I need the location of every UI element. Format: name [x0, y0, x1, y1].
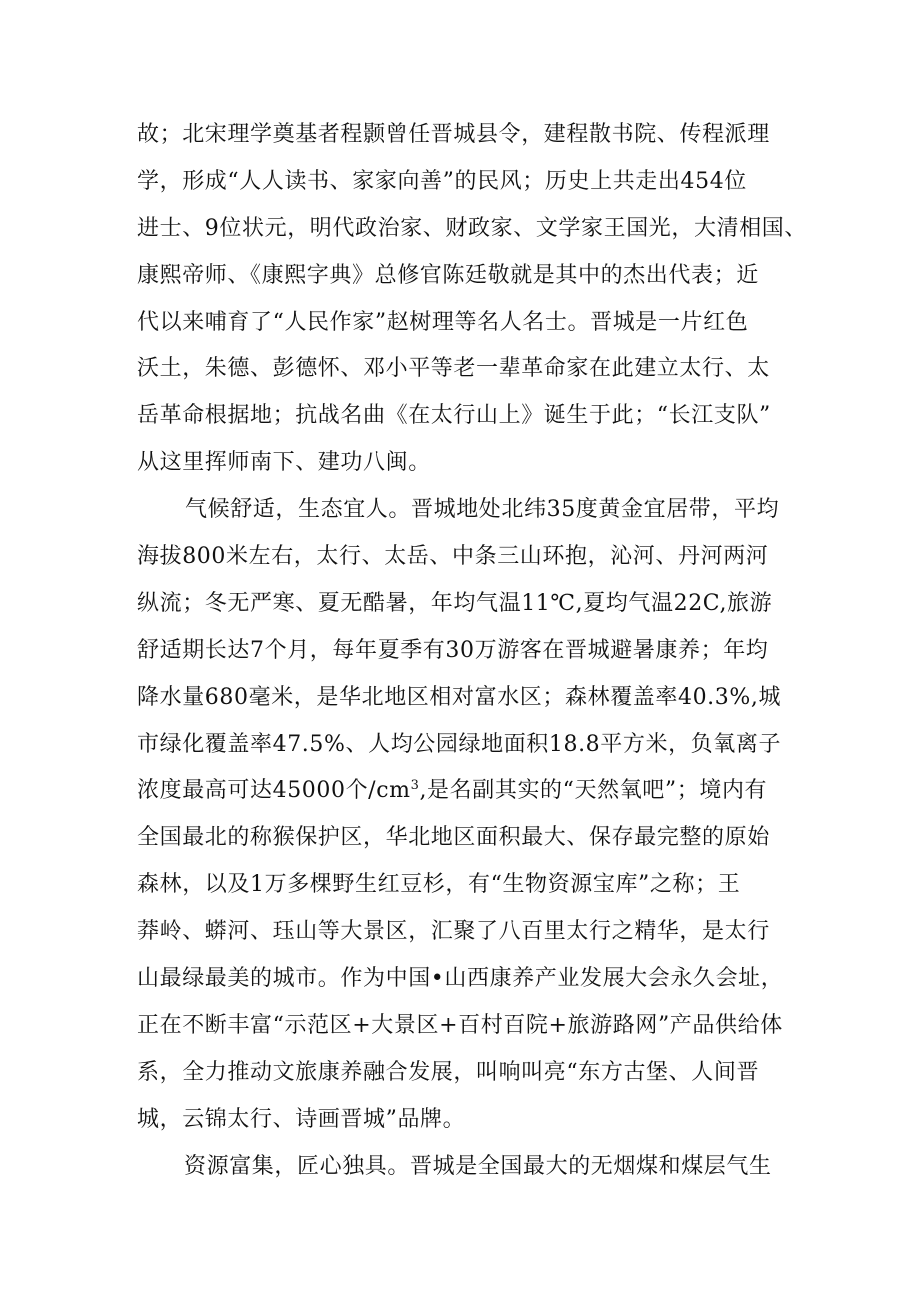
text-line: 学，形成“人人读书、家家向善”的民风；历史上共走出454位 — [137, 168, 747, 194]
text-line: 故；北宋理学奠基者程颢曾任晋城县令，建程散书院、传程派理 — [137, 122, 770, 147]
superscript: 3 — [410, 778, 420, 794]
text-line: 莽岭、蟒河、珏山等大景区，汇聚了八百里太行之精华，是太行 — [137, 919, 770, 945]
text-line: 沃土，朱德、彭德怀、邓小平等老一辈革命家在此建立太行、太 — [137, 356, 770, 382]
body-text — [137, 112, 837, 1190]
text-line: 山最绿最美的城市。作为中国•山西康养产业发展大会永久会址， — [137, 966, 784, 992]
text-line: 森林，以及1万多棵野生红豆杉，有“生物资源宝库”之称；王 — [137, 872, 741, 898]
text-segment: ,是名副其实的“天然氧吧”；境内有 — [419, 778, 768, 804]
text-line: 纵流；冬无严寒、夏无酷暑，年均气温11℃,夏均气温22C,旅游 — [137, 590, 773, 616]
text-line-with-superscript — [137, 768, 837, 815]
text-line: 系，全力推动文旅康养融合发展，叫响叫亮“东方古堡、人间晋 — [137, 1059, 760, 1085]
text-line: 舒适期长达7个月，每年夏季有30万游客在晋城避暑康养；年均 — [137, 637, 769, 663]
text-line: 城，云锦太行、诗画晋城”品牌。 — [137, 1106, 466, 1132]
text-line: 市绿化覆盖率47.5%、人均公园绿地面积18.8平方米，负氧离子 — [137, 731, 782, 757]
text-line: 岳革命根据地；抗战名曲《在太行山上》诞生于此；“长江支队” — [137, 403, 771, 429]
text-line: 海拔800米左右，太行、太岳、中条三山环抱，沁河、丹河两河 — [137, 544, 769, 570]
text-line: 全国最北的称猴保护区，华北地区面积最大、保存最完整的原始 — [137, 825, 770, 851]
text-segment: 浓度最高可达45000个/cm — [137, 778, 411, 804]
paragraph-start-line: 资源富集，匠心独具。晋城是全国最大的无烟煤和煤层气生 — [184, 1153, 772, 1179]
paragraph-start-line: 气候舒适，生态宜人。晋城地处北纬35度黄金宜居带，平均 — [185, 497, 780, 523]
text-line: 从这里挥师南下、建功八闽。 — [137, 450, 431, 476]
text-line: 康熙帝师、《康熙字典》总修官陈廷敬就是其中的杰出代表；近 — [137, 262, 759, 288]
text-line: 正在不断丰富“示范区+大景区+百村百院+旅游路网”产品供给体 — [137, 1012, 783, 1038]
text-line: 进士、9位状元，明代政治家、财政家、文学家王国光，大清相国、 — [137, 215, 807, 241]
text-line: 代以来哺育了“人民作家”赵树理等名人名士。晋城是一片红色 — [137, 309, 749, 335]
text-line: 降水量680毫米，是华北地区相对富水区；森林覆盖率40.3%,城 — [137, 684, 782, 710]
